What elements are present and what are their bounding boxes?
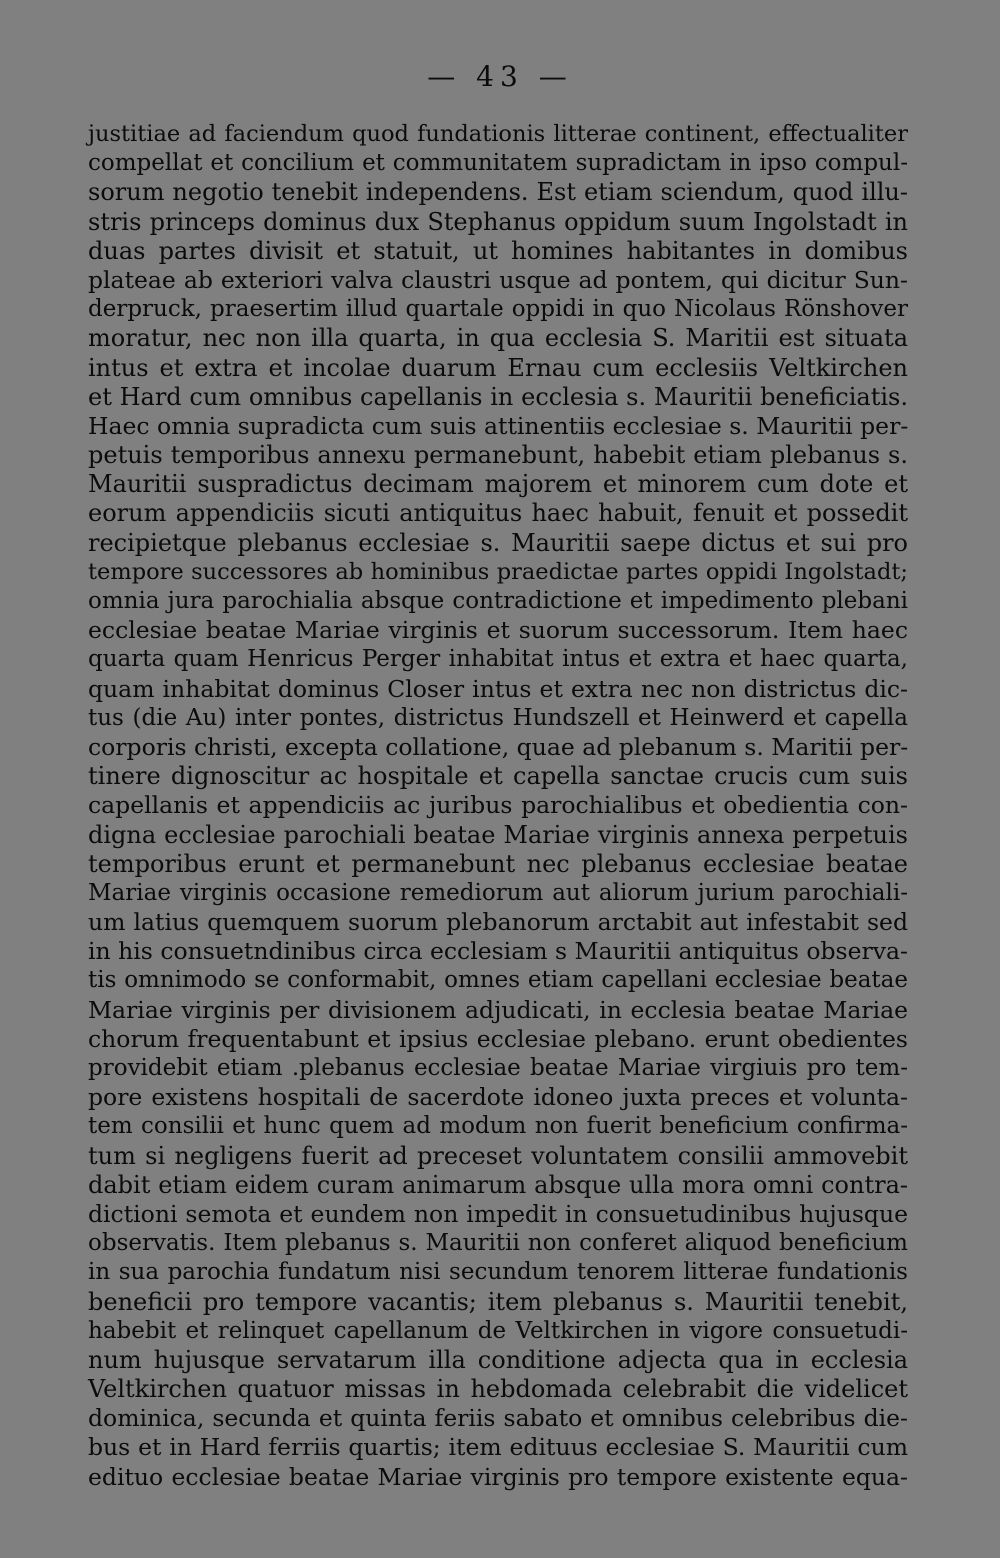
text-line: recipietque plebanus ecclesiae s. Mauritii saepe dictus et sui pro	[88, 528, 908, 557]
text-line: tis omnimodo se conformabit, omnes etiam capellani ecclesiae beatae	[88, 967, 908, 994]
text-line: Haec omnia supradicta cum suis attinentiis ecclesiae s. Mauritii per-	[88, 411, 909, 440]
text-line: temporibus erunt et permanebunt nec plebanus ecclesiae beatae	[88, 849, 908, 878]
text-line: plateae ab exteriori valva claustri usque ad pontem, qui dicitur Sun-	[88, 265, 908, 294]
text-line: num hujusque servatarum illa conditione adjecta qua in ecclesia	[88, 1345, 908, 1374]
text-line: habebit et relinquet capellanum de Veltkirchen in vigore consuetudi-	[88, 1317, 908, 1344]
text-line: in his consuetndinibus circa ecclesiam s Mauritii antiquitus observa-	[88, 937, 908, 966]
text-line: sorum negotio tenebit independens. Est etiam sciendum, quod illu-	[88, 178, 908, 207]
text-line: pore existens hospitali de sacerdote idoneo juxta preces et volunta-	[88, 1083, 908, 1112]
text-line: quam inhabitat dominus Closer intus et extra nec non districtus dic-	[88, 674, 908, 703]
text-line: quarta quam Henricus Perger inhabitat intus et extra et haec quarta,	[88, 646, 908, 673]
text-line: moratur, nec non illa quarta, in qua ecclesia S. Maritii est situata	[88, 324, 908, 353]
text-line: omnia jura parochialia absque contradictione et impedimento plebani	[88, 588, 908, 614]
text-line: et Hard cum omnibus capellanis in ecclesia s. Mauritii beneficiatis.	[88, 382, 908, 411]
text-line: digna ecclesiae parochiali beatae Mariae virginis annexa perpetuis	[88, 820, 908, 849]
text-line: providebit etiam .plebanus ecclesiae beatae Mariae virgiuis pro tem-	[88, 1055, 908, 1081]
text-line: compellat et concilium et communitatem supradictam in ipso compul-	[88, 150, 908, 177]
text-line: bus et in Hard ferriis quartis; item edituus ecclesiae S. Mauritii cum	[88, 1433, 908, 1462]
text-line: chorum frequentabunt et ipsius ecclesiae plebano. erunt obedientes	[88, 1024, 908, 1053]
text-line: beneficii pro tempore vacantis; item plebanus s. Mauritii tenebit,	[88, 1287, 908, 1316]
text-line: capellanis et appendiciis ac juribus parochialibus et obedientia con-	[88, 791, 908, 820]
text-line: Veltkirchen quatuor missas in hebdomada celebrabit die videlicet	[88, 1375, 908, 1404]
text-line: stris princeps dominus dux Stephanus oppidum suum Ingolstadt in	[88, 207, 908, 236]
page-number: — 43 —	[427, 60, 573, 93]
body-text	[88, 120, 908, 1492]
text-line: eorum appendiciis sicuti antiquitus haec habuit, fenuit et possedit	[88, 499, 908, 528]
text-line: justitiae ad faciendum quod fundationis litterae continent, effectualiter	[88, 121, 908, 147]
text-line: corporis christi, excepta collatione, quae ad plebanum s. Maritii per-	[88, 732, 909, 761]
text-line: tinere dignoscitur ac hospitale et capella sanctae crucis cum suis	[88, 762, 908, 791]
text-line: um latius quemquem suorum plebanorum arctabit aut infestabit sed	[88, 908, 908, 937]
text-line: Mariae virginis per divisionem adjudicati, in ecclesia beatae Mariae	[88, 995, 908, 1024]
text-line: tempore successores ab hominibus praedictae partes oppidi Ingolstadt;	[88, 558, 908, 585]
text-line: observatis. Item plebanus s. Mauritii non conferet aliquod beneficium	[88, 1230, 908, 1257]
text-line: edituo ecclesiae beatae Mariae virginis pro tempore existente equa-	[88, 1462, 908, 1491]
text-line: petuis temporibus annexu permanebunt, habebit etiam plebanus s.	[88, 441, 908, 470]
text-line: dabit etiam eidem curam animarum absque ulla mora omni contra-	[88, 1170, 908, 1199]
text-line: tem consilii et hunc quem ad modum non fuerit beneficium confirma-	[88, 1113, 908, 1140]
text-line: Mauritii suspradictus decimam majorem et minorem cum dote et	[88, 470, 908, 499]
text-line: Mariae virginis occasione remediorum aut aliorum jurium parochiali-	[88, 879, 908, 906]
text-line: dominica, secunda et quinta feriis sabato et omnibus celebribus die-	[88, 1404, 908, 1433]
text-line: tum si negligens fuerit ad preceset voluntatem consilii ammovebit	[88, 1141, 908, 1170]
text-line: ecclesiae beatae Mariae virginis et suorum successorum. Item haec	[88, 616, 908, 645]
text-line: dictioni semota et eundem non impedit in consuetudinibus hujusque	[88, 1199, 908, 1228]
text-line: in sua parochia fundatum nisi secundum tenorem litterae fundationis	[88, 1259, 908, 1286]
text-line: derpruck, praesertim illud quartale oppidi in quo Nicolaus Rönshover	[88, 296, 908, 323]
text-line: intus et extra et incolae duarum Ernau cum ecclesiis Veltkirchen	[88, 353, 908, 382]
text-line: duas partes divisit et statuit, ut homines habitantes in domibus	[88, 236, 908, 265]
text-line: tus (die Au) inter pontes, districtus Hundszell et Heinwerd et capella	[88, 704, 908, 731]
